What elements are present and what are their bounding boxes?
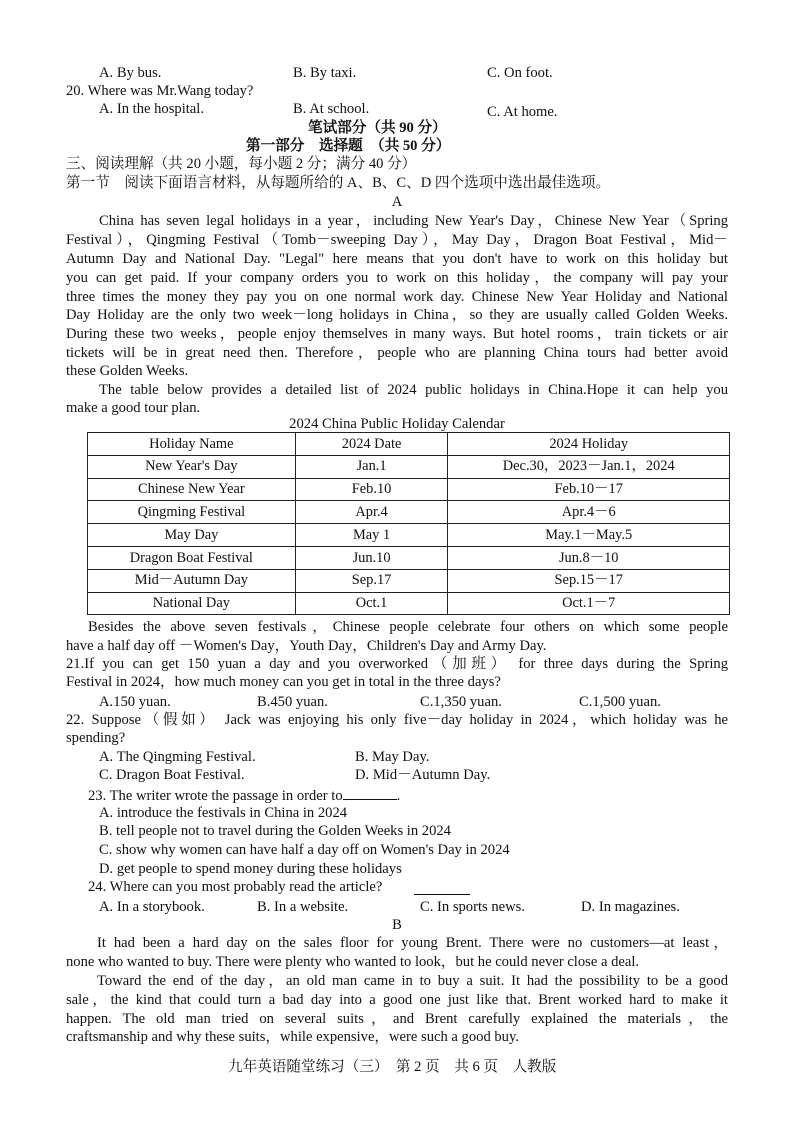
table-cell: Qingming Festival [88, 501, 296, 524]
q21-option-b: B.450 yuan. [257, 694, 328, 710]
table-header-cell: 2024 Holiday [448, 433, 730, 456]
q23-stem [88, 785, 400, 806]
part-one-heading: 第一部分 选择题 （共 50 分） [246, 138, 451, 154]
table-cell: Mid－Autumn Day [88, 569, 296, 592]
q24-option-c: C. In sports news. [420, 899, 525, 915]
q23-option-c: C. show why women can have half a day off on Women's Day in 2024 [99, 842, 510, 858]
q23-stem-end: . [396, 788, 401, 804]
table-cell: May 1 [295, 524, 448, 547]
table-cell: Oct.1 [295, 592, 448, 615]
table-row [88, 569, 730, 592]
option-b: B. By taxi. [293, 65, 357, 81]
table-title: 2024 China Public Holiday Calendar [289, 416, 505, 432]
q22-option-a: A. The Qingming Festival. [99, 749, 256, 765]
q21-stem: Festival in 2024，how much money can you get in total in the three days? [66, 674, 501, 690]
table-cell: Jun.8－10 [448, 546, 730, 569]
section-one-instruction: 第一节 阅读下面语言材料，从每题所给的 A、B、C、D 四个选项中选出最佳选项。 [66, 175, 611, 191]
q24-option-d: D. In magazines. [581, 899, 680, 915]
page-footer: 九年英语随堂练习（三） 第 2 页 共 6 页 人教版 [228, 1059, 557, 1075]
table-cell: May Day [88, 524, 296, 547]
answer-blank [414, 894, 470, 895]
q23-stem-text: 23. The writer wrote the passage in order to [88, 788, 343, 804]
passage-a-line: make a good tour plan. [66, 400, 201, 416]
table-cell: Feb.10－17 [448, 478, 730, 501]
table-cell: Chinese New Year [88, 478, 296, 501]
passage-a-label: A [391, 194, 403, 210]
passage-a-line: Besides the above seven festivals，Chinese people celebrate four others on which some people [88, 619, 728, 635]
passage-b-line: Toward the end of the day，an old man came in to buy a suit. It had the possibility to be a good [97, 973, 728, 989]
q23-option-d: D. get people to spend money during these holidays [99, 861, 402, 877]
passage-b-line: happen. The old man tried on several suits，and Brent carefully explained the materials，the [66, 1011, 728, 1027]
q23-option-b: B. tell people not to travel during the Golden Weeks in 2024 [99, 823, 451, 839]
passage-a-line: three times the money they pay you on one normal work day. Chinese New Year Holiday and National [66, 289, 728, 305]
table-cell: Jan.1 [295, 455, 448, 478]
table-cell: Oct.1－7 [448, 592, 730, 615]
table-row [88, 501, 730, 524]
q22-option-b: B. May Day. [355, 749, 430, 765]
passage-a-line: Festival），Qingming Festival（Tomb－sweeping Day），May Day，Dragon Boat Festival，Mid－ [66, 232, 728, 248]
passage-a-line: Day Holiday are the only two week－long holidays in China，so they are usually called Golden Weeks. [66, 307, 728, 323]
q21-stem: 21.If you can get 150 yuan a day and you overworked（加班） for three days during the Spring [66, 656, 728, 672]
table-cell: Sep.17 [295, 569, 448, 592]
q24-option-a: A. In a storybook. [99, 899, 205, 915]
passage-b-line: none who wanted to buy. There were plenty who wanted to look，but he could never close a deal. [66, 954, 640, 970]
passage-b-line: It had been a hard day on the sales floor for young Brent. There were no customers—at least， [97, 935, 728, 951]
table-row [88, 546, 730, 569]
q21-option-a: A.150 yuan. [99, 694, 171, 710]
table-cell: Sep.15－17 [448, 569, 730, 592]
table-cell: Dec.30，2023－Jan.1，2024 [448, 455, 730, 478]
q22-stem: 22. Suppose（假如） Jack was enjoying his only five－day holiday in 2024，which holiday was he [66, 712, 728, 728]
passage-b-label: B [392, 917, 402, 933]
passage-a-line: tickets will be in great need then. Therefore，people who are planning China tours had better avoid [66, 345, 728, 361]
passage-a-line: you can get paid. If your company orders you to work on this holiday，the company will pay your [66, 270, 728, 286]
passage-a-line: Autumn Day and National Day. "Legal" here means that you don't have to work on this holiday but [66, 251, 728, 267]
option-c: C. On foot. [487, 65, 553, 81]
table-cell: Dragon Boat Festival [88, 546, 296, 569]
passage-a-line: have a half day off －Women's Day，Youth Day，Children's Day and Army Day. [66, 638, 547, 654]
section-three-heading: 三、阅读理解（共 20 小题，每小题 2 分；满分 40 分） [66, 156, 417, 172]
q20-option-a: A. In the hospital. [99, 101, 204, 117]
table-row [88, 478, 730, 501]
q22-option-d: D. Mid－Autumn Day. [355, 767, 491, 783]
table-cell: Feb.10 [295, 478, 448, 501]
table-cell: National Day [88, 592, 296, 615]
section-written-heading: 笔试部分（共 90 分） [308, 120, 447, 136]
q24-option-b: B. In a website. [257, 899, 349, 915]
q21-option-d: C.1,500 yuan. [579, 694, 661, 710]
passage-a-line: During these two weeks，people enjoy themselves in many ways. But hotel rooms，train tickets or air [66, 326, 728, 342]
table-header-cell: 2024 Date [295, 433, 448, 456]
passage-b-line: sale，the kind that could turn a bad day into a good one just like that. Brent worked hard to make it [66, 992, 728, 1008]
passage-a-line: The table below provides a detailed list of 2024 public holidays in China.Hope it can help you [99, 382, 728, 398]
holiday-table [87, 432, 730, 615]
passage-a-line: China has seven legal holidays in a year，including New Year's Day，Chinese New Year（Spring [99, 213, 728, 229]
table-cell: New Year's Day [88, 455, 296, 478]
q21-option-c: C.1,350 yuan. [420, 694, 502, 710]
table-row [88, 455, 730, 478]
table-cell: Apr.4－6 [448, 501, 730, 524]
q22-stem: spending? [66, 730, 126, 746]
q20-option-c: C. At home. [487, 104, 558, 120]
passage-a-line: these Golden Weeks. [66, 363, 189, 379]
option-a: A. By bus. [99, 65, 162, 81]
table-row [88, 592, 730, 615]
q20-stem: 20. Where was Mr.Wang today? [66, 83, 254, 99]
q24-stem: 24. Where can you most probably read the article? [88, 879, 383, 895]
q20-option-b: B. At school. [293, 101, 370, 117]
answer-blank [343, 785, 397, 800]
table-header-row [88, 433, 730, 456]
passage-b-line: craftsmanship and why these suits，while expensive，were such a good buy. [66, 1029, 519, 1045]
table-cell: Apr.4 [295, 501, 448, 524]
table-header-cell: Holiday Name [88, 433, 296, 456]
table-row [88, 524, 730, 547]
table-cell: Jun.10 [295, 546, 448, 569]
q23-option-a: A. introduce the festivals in China in 2024 [99, 805, 348, 821]
q22-option-c: C. Dragon Boat Festival. [99, 767, 245, 783]
table-cell: May.1－May.5 [448, 524, 730, 547]
